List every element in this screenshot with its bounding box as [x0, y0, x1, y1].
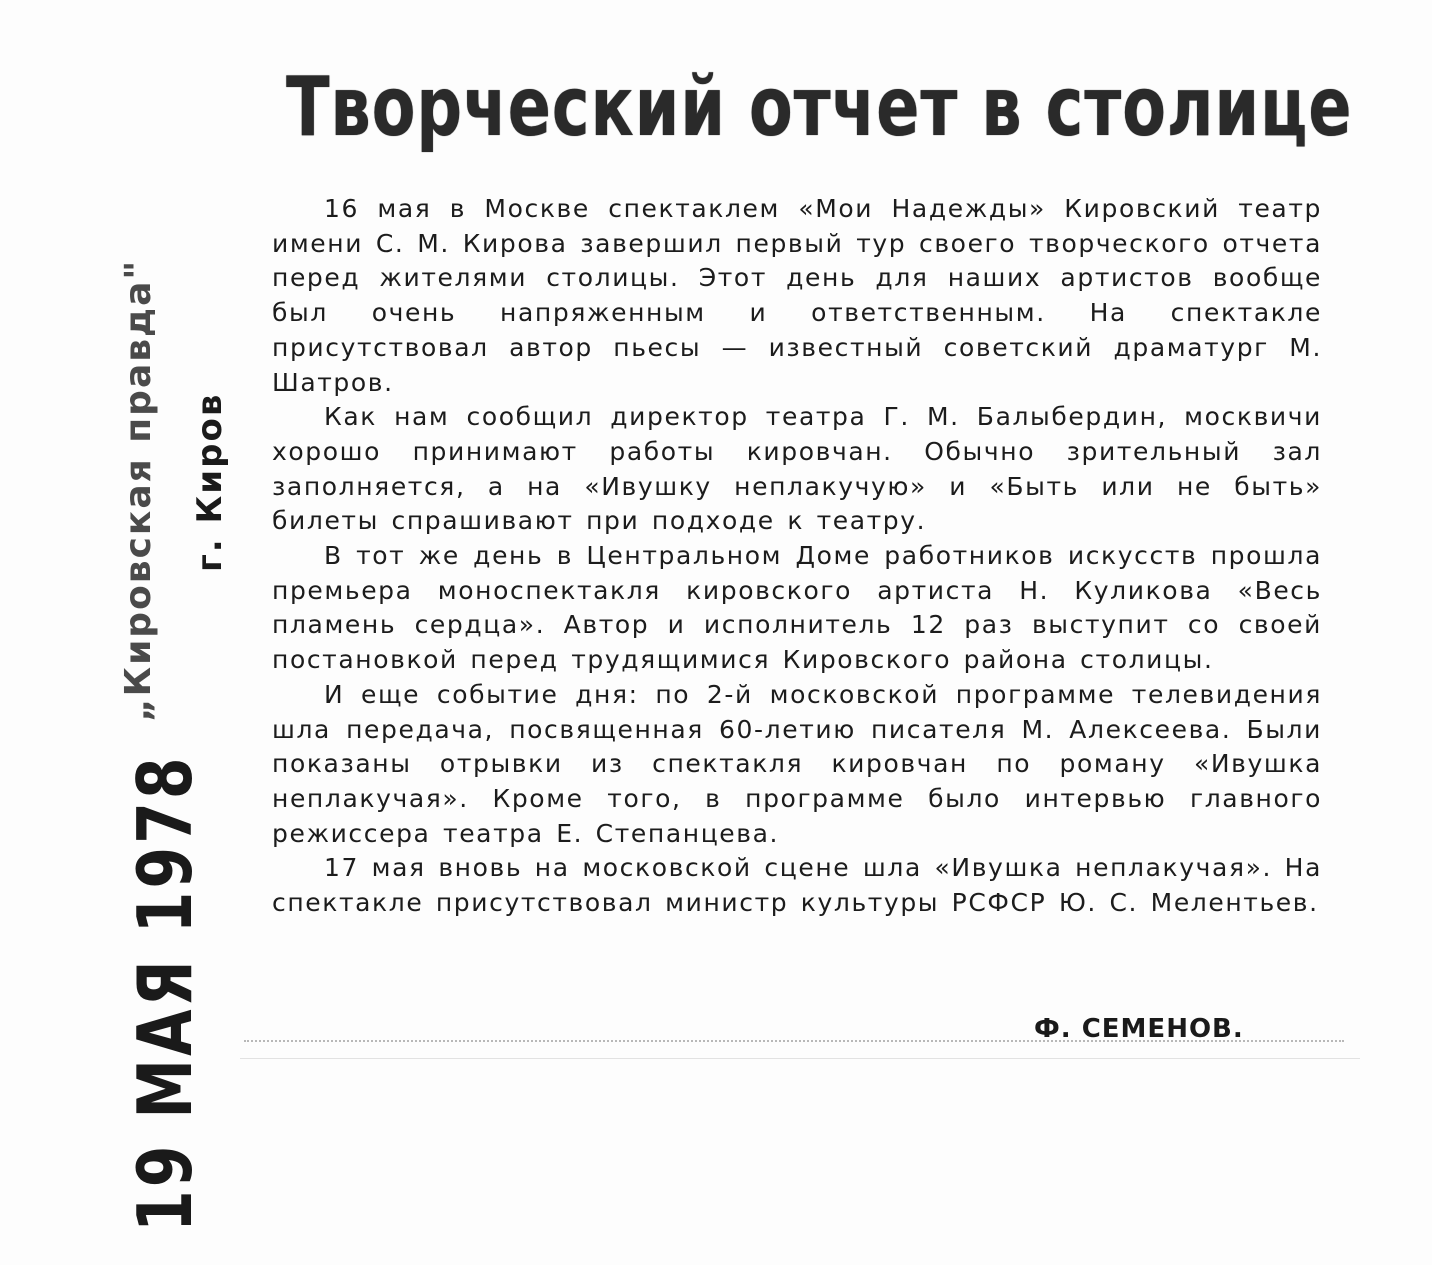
- newspaper-name-stamp: „Кировская правда": [118, 258, 159, 722]
- article-paragraph-2: Как нам сообщил директор театра Г. М. Балыбердин, москвичи хорошо принимают работы кировчан. Обычно зрительный зал заполняется, а на «Ивушку неплакучую» и «Быть или не быть» билеты спрашивают при подходе к театру.: [272, 402, 1322, 536]
- article-paragraph-5: 17 мая вновь на московской сцене шла «Ивушка неплакучая». На спектакле присутствовал министр культуры РСФСР Ю. С. Мелентьев.: [272, 853, 1322, 918]
- date-stamp: 19 МАЯ 1978: [122, 754, 210, 1232]
- article-headline: Творческий отчет в столице: [286, 60, 1353, 155]
- dotted-divider: [244, 1040, 1344, 1042]
- article-body: [272, 192, 1322, 921]
- article-paragraph-1: 16 мая в Москве спектаклем «Мои Надежды» Кировский театр имени С. М. Кирова завершил первый тур своего творческого отчета перед жителями столицы. Этот день для наших артистов вообще был очень напряженным и ответственным. На спектакле присутствовал автор пьесы — известный советский драматург М. Шатров.: [272, 194, 1322, 397]
- article-paragraph-3: В тот же день в Центральном Доме работников искусств прошла премьера моноспектакля кировского артиста Н. Куликова «Весь пламень сердца». Автор и исполнитель 12 раз выступит со своей постановкой перед трудящимися Кировского района столицы.: [272, 541, 1322, 675]
- paper-edge: [240, 1058, 1360, 1059]
- city-stamp: г. Киров: [190, 392, 230, 572]
- author-signature: Ф. СЕМЕНОВ.: [1034, 1014, 1244, 1044]
- article-paragraph-4: И еще событие дня: по 2-й московской программе телевидения шла передача, посвященная 60-летию писателя М. Алексеева. Были показаны отрывки из спектакля кировчан по роману «Ивушка неплакучая». Кроме того, в программе было интервью главного режиссера театра Е. Степанцева.: [272, 679, 1322, 848]
